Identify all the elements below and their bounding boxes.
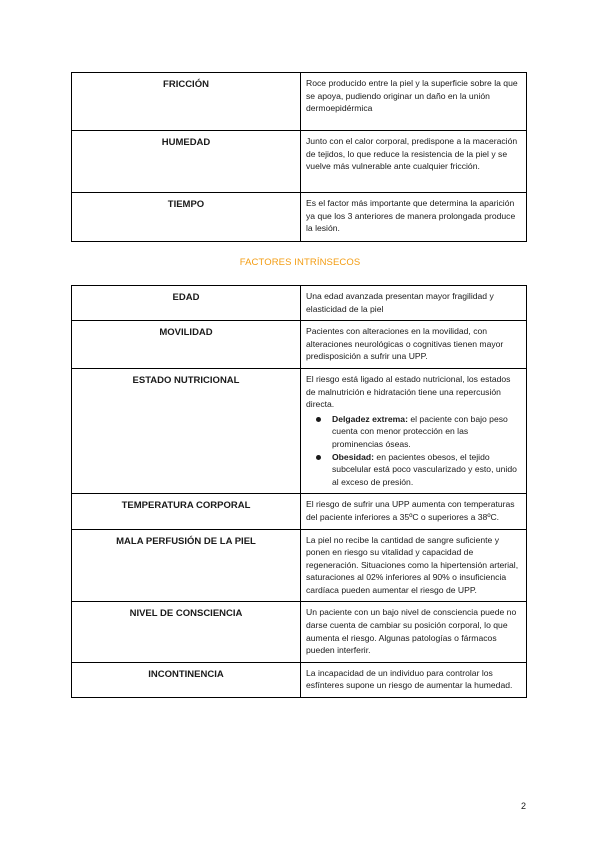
- factor-name: MOVILIDAD: [72, 321, 301, 369]
- factor-description: El riesgo está ligado al estado nutricional, los estados de malnutrición e hidratación tiene una repercusión directa.: [306, 373, 511, 410]
- page-number: 2: [520, 801, 526, 811]
- factor-name: ESTADO NUTRICIONAL: [72, 368, 301, 493]
- factor-description: La piel no recibe la cantidad de sangre suficiente y ponen en riesgo su vitalidad y capacidad de regeneración. Situaciones como la hipertensión arterial, saturaciones al 02% inferiores al 90% o insuficiencia cardíaca pueden aumentar el riesgo de UPP.: [301, 529, 527, 602]
- factor-description: El riesgo de sufrir una UPP aumenta con temperaturas del paciente inferiores a 35ºC o superiores a 38ºC.: [301, 494, 527, 529]
- factor-description: Una edad avanzada presentan mayor fragilidad y elasticidad de la piel: [301, 286, 527, 321]
- table-row: [72, 131, 527, 193]
- factor-name: TIEMPO: [72, 193, 301, 242]
- bullet-text: en pacientes obesos, el tejido subcelular está poco vascularizado y esto, unido al exceso de presión.: [332, 451, 517, 487]
- table-row: [72, 193, 527, 242]
- section-title: FACTORES INTRÍNSECOS: [239, 257, 361, 268]
- extrinsic-factors-table: [71, 72, 527, 242]
- table-row: [72, 494, 527, 529]
- factor-description: Junto con el calor corporal, predispone a la maceración de tejidos, lo que reduce la resistencia de la piel y se vuelve más vulnerable ante cualquier fricción.: [301, 131, 527, 193]
- factor-description: La incapacidad de un individuo para controlar los esfínteres supone un riesgo de aumentar la humedad.: [301, 662, 527, 697]
- list-item: [332, 413, 521, 451]
- table-row: [72, 662, 527, 697]
- table-row: [72, 529, 527, 602]
- bullet-text: el paciente con bajo peso cuenta con menor protección en las prominencias óseas.: [332, 413, 508, 449]
- factor-description: Un paciente con un bajo nivel de consciencia puede no darse cuenta de cambiar su posición corporal, lo que aumenta el riesgo. Algunas patologías o fármacos pueden interferir.: [301, 602, 527, 662]
- factor-name: INCONTINENCIA: [72, 662, 301, 697]
- table-row: [72, 321, 527, 369]
- factor-description: Es el factor más importante que determina la aparición ya que los 3 anteriores de manera prolongada produce la lesión.: [301, 193, 527, 242]
- factor-description: Roce producido entre la piel y la superficie sobre la que se apoya, pudiendo originar un daño en la unión dermoepidérmica: [301, 73, 527, 131]
- bullet-icon: [316, 455, 321, 460]
- intrinsic-factors-table: [71, 285, 527, 698]
- table-row: [72, 73, 527, 131]
- list-item: [332, 451, 521, 489]
- table-row: [72, 368, 527, 493]
- bullet-term: Obesidad:: [332, 451, 375, 462]
- factor-name: HUMEDAD: [72, 131, 301, 193]
- factor-description: Pacientes con alteraciones en la movilidad, con alteraciones neurológicas o cognitivas tienen mayor predisposición a sufrir una UPP.: [301, 321, 527, 369]
- bullet-list: [306, 413, 521, 489]
- factor-name: FRICCIÓN: [72, 73, 301, 131]
- factor-description-cell: [301, 368, 527, 493]
- factor-name: EDAD: [72, 286, 301, 321]
- table-row: [72, 602, 527, 662]
- table-row: [72, 286, 527, 321]
- factor-name: MALA PERFUSIÓN DE LA PIEL: [72, 529, 301, 602]
- factor-name: NIVEL DE CONSCIENCIA: [72, 602, 301, 662]
- bullet-term: Delgadez extrema:: [332, 413, 408, 424]
- factor-name: TEMPERATURA CORPORAL: [72, 494, 301, 529]
- bullet-icon: [316, 417, 321, 422]
